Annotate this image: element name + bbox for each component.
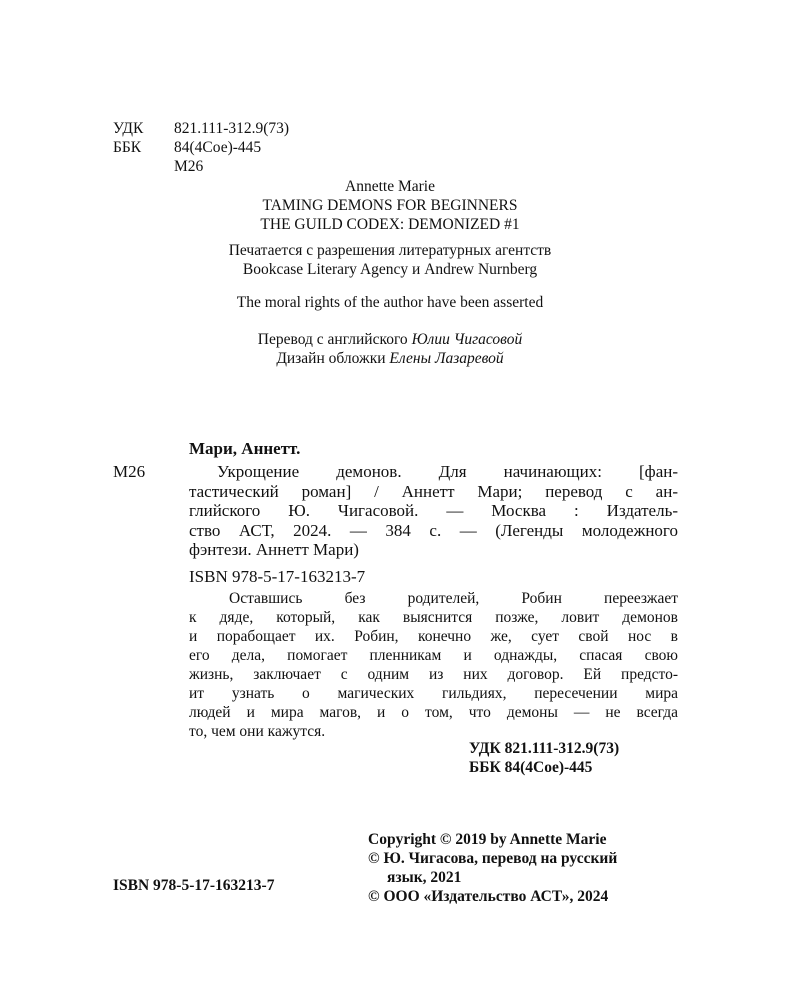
catalog-isbn: ISBN 978-5-17-163213-7 — [189, 567, 366, 586]
copyright-block — [368, 830, 617, 906]
cover-prefix: Дизайн обложки — [276, 350, 386, 367]
catalog-heading: Мари, Аннетт. — [189, 439, 301, 458]
catalog-bbk: ББК 84(4Сое)-445 — [469, 759, 593, 776]
bbk-label: ББК — [113, 139, 142, 156]
catalog-entry-line: ство АСТ, 2024. — 384 с. — (Легенды молодежного — [189, 520, 678, 540]
annotation-line: Оставшись без родителей, Робин переезжает — [229, 590, 678, 607]
copyright-line: © Ю. Чигасова, перевод на русский — [368, 850, 618, 867]
catalog-annotation — [189, 589, 678, 741]
moral-rights: The moral rights of the author have been asserted — [236, 294, 544, 311]
catalog-mark: М26 — [113, 462, 146, 481]
author-mark: М26 — [174, 158, 204, 175]
footer-isbn: ISBN 978-5-17-163213-7 — [113, 877, 275, 894]
translator-name: Юлии Чигасовой — [411, 331, 523, 348]
annotation-line: то, чем они кажутся. — [189, 723, 326, 740]
catalog-entry-line: глийского Ю. Чигасовой. — Москва : Издатель- — [189, 501, 678, 520]
udk-label: УДК — [113, 120, 144, 137]
original-title: TAMING DEMONS FOR BEGINNERS — [262, 197, 518, 214]
annotation-line: жизнь, заключает с одним из них договор. Ей предсто- — [189, 666, 678, 683]
annotation-line: его дела, помогает пленникам и однажды, спасая свою — [189, 647, 678, 664]
cover-designer-name: Елены Лазаревой — [389, 350, 504, 367]
translation-credit — [180, 330, 600, 349]
annotation-line: людей и мира магов, и о том, что демоны — не всегда — [189, 704, 678, 721]
copyright-line: Copyright © 2019 by Annette Marie — [368, 831, 607, 848]
copyright-line: © ООО «Издательство АСТ», 2024 — [368, 888, 609, 905]
copyright-line: язык, 2021 — [387, 869, 462, 886]
catalog-entry-line: Укрощение демонов. Для начинающих: [фан- — [217, 462, 678, 481]
annotation-line: ит узнать о магических гильдиях, пересечении мира — [189, 685, 678, 702]
permission-line-2: Bookcase Literary Agency и Andrew Nurnberg — [242, 261, 538, 278]
original-series: THE GUILD CODEX: DEMONIZED #1 — [260, 216, 520, 233]
udk-value: 821.111-312.9(73) — [174, 120, 290, 137]
bbk-value: 84(4Сое)-445 — [174, 139, 262, 156]
permission-line-1: Печатается с разрешения литературных агентств — [228, 242, 552, 259]
cover-credit — [180, 349, 600, 368]
catalog-entry-line: тастический роман] / Аннетт Мари; перевод с ан- — [189, 481, 678, 501]
catalog-udk: УДК 821.111-312.9(73) — [469, 740, 620, 757]
catalog-entry-line: фэнтези. Аннетт Мари) — [189, 540, 359, 559]
original-author: Annette Marie — [345, 178, 435, 195]
catalog-entry — [189, 462, 678, 560]
translation-prefix: Перевод с английского — [257, 331, 408, 348]
annotation-line: к дяде, который, как выяснится позже, ловит демонов — [189, 609, 678, 626]
annotation-line: и порабощает их. Робин, конечно же, сует свой нос в — [189, 628, 678, 645]
